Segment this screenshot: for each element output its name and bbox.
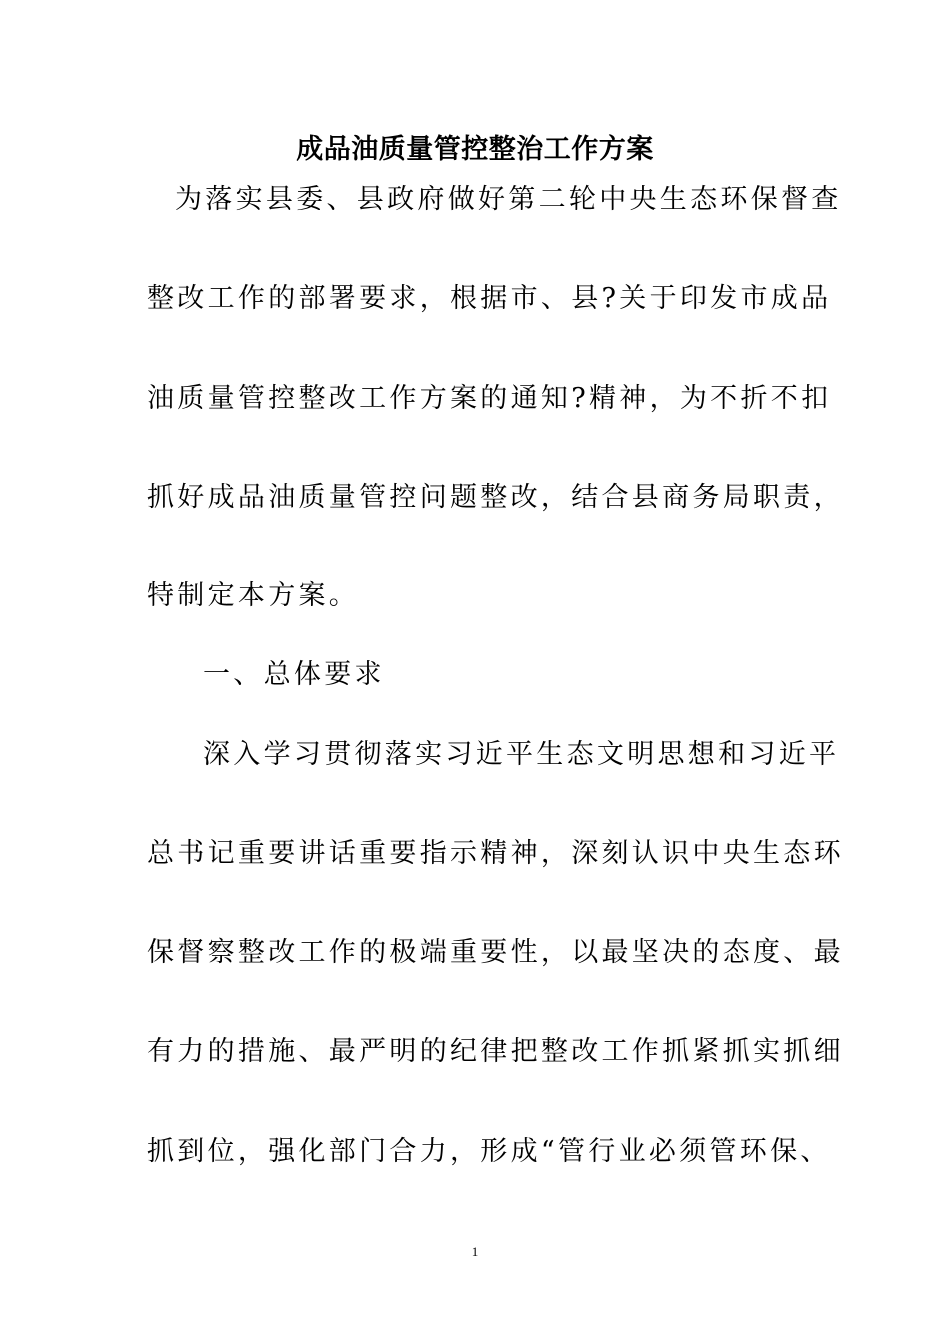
paragraph-line: 特制定本方案。 [147,580,360,611]
paragraph-line: 深入学习贯彻落实习近平生态文明思想和习近平 [203,739,840,770]
paragraph-line: 抓好成品油质量管控问题整改，结合县商务局职责， [147,482,844,513]
paragraph-line: 抓到位，强化部门合力，形成“管行业必须管环保、 [147,1136,831,1167]
paragraph-line: 油质量管控整改工作方案的通知?精神，为不折不扣 [147,383,832,414]
paragraph-line: 为落实县委、县政府做好第二轮中央生态环保督查 [175,184,842,215]
section-heading: 一、总体要求 [203,659,385,690]
page-number: 1 [471,1244,479,1259]
document-title: 成品油质量管控整治工作方案 [296,134,654,165]
paragraph-line: 有力的措施、最严明的纪律把整改工作抓紧抓实抓细 [147,1036,844,1067]
paragraph-line: 保督察整改工作的极端重要性，以最坚决的态度、最 [147,937,844,968]
paragraph-line: 总书记重要讲话重要指示精神，深刻认识中央生态环 [147,838,844,869]
paragraph-line: 整改工作的部署要求，根据市、县?关于印发市成品 [147,283,832,314]
